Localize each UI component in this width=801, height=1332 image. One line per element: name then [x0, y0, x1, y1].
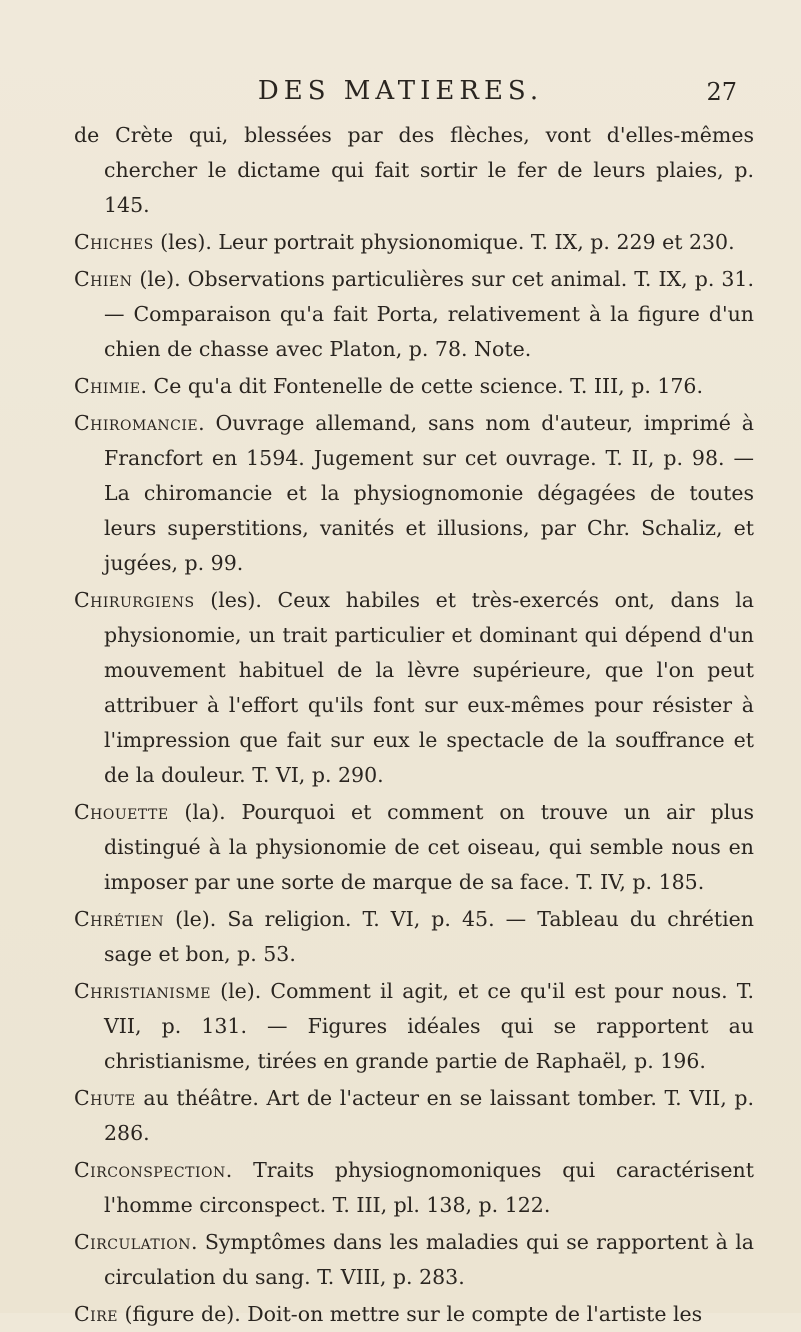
page-number: 27 [706, 78, 737, 106]
entry-headword: Chouette [74, 800, 169, 824]
index-entry [74, 583, 754, 793]
index-entries [74, 118, 754, 1332]
entry-headword: Chrétien [74, 907, 164, 931]
index-entry [74, 406, 754, 581]
entry-text: (figure de). Doit-on mettre sur le compte de l'artiste les [117, 1302, 703, 1326]
index-entry [74, 795, 754, 900]
index-entry [74, 1225, 754, 1295]
entry-text: (le). Sa religion. T. VI, p. 45. — Tableau du chrétien sage et bon, p. 53. [104, 907, 754, 966]
entry-headword: Chirurgiens [74, 588, 195, 612]
entry-text: (le). Observations particulières sur cet animal. T. IX, p. 31. — Comparaison qu'a fait Porta, relativement à la figure d'un chien de chasse avec Platon, p. 78. Note. [104, 267, 754, 361]
entry-text: . Ce qu'a dit Fontenelle de cette science. T. III, p. 176. [140, 374, 703, 398]
entry-text: . Symptômes dans les maladies qui se rapportent à la circulation du sang. T. VIII, p. 283. [104, 1230, 754, 1289]
index-entry [74, 902, 754, 972]
entry-text: (les). Leur portrait physionomique. T. IX, p. 229 et 230. [153, 230, 735, 254]
index-entry [74, 1153, 754, 1223]
entry-headword: Chien [74, 267, 133, 291]
index-entry [74, 225, 754, 260]
entry-headword: Cire [74, 1302, 118, 1326]
entry-headword: Chiches [74, 230, 154, 254]
entry-headword: Circonspection [74, 1158, 226, 1182]
entry-text: . Traits physiognomoniques qui caractérisent l'homme circonspect. T. III, pl. 138, p. 122. [104, 1158, 754, 1217]
entry-headword: Chute [74, 1086, 136, 1110]
index-entry [74, 1081, 754, 1151]
entry-text: . Ouvrage allemand, sans nom d'auteur, imprimé à Francfort en 1594. Jugement sur cet ouvrage. T. II, p. 98. — La chiromancie et la physiognomonie dégagées de toutes leurs superstitions, vanités et illusions, par Chr. Schaliz, et jugées, p. 99. [104, 411, 754, 575]
index-entry [74, 118, 754, 223]
index-entry [74, 369, 754, 404]
entry-text: (la). Pourquoi et comment on trouve un air plus distingué à la physionomie de cet oiseau, qui semble nous en imposer par une sorte de marque de sa face. T. IV, p. 185. [104, 800, 754, 894]
entry-headword: Chimie [74, 374, 141, 398]
running-title: DES MATIERES. [257, 76, 544, 106]
entry-text: au théâtre. Art de l'acteur en se laissant tomber. T. VII, p. 286. [104, 1086, 754, 1145]
entry-text: (les). Ceux habiles et très-exercés ont, dans la physionomie, un trait particulier et dominant qui dépend d'un mouvement habituel de la lèvre supérieure, que l'on peut attribuer à l'effort qu'ils font sur eux-mêmes pour résister à l'impression que fait sur eux le spectacle de la souffrance et de la douleur. T. VI, p. 290. [104, 588, 754, 787]
entry-headword: Chiromancie [74, 411, 199, 435]
entry-headword: Christianisme [74, 979, 211, 1003]
index-entry [74, 974, 754, 1079]
entry-text: de Crète qui, blessées par des flèches, vont d'elles-mêmes chercher le dictame qui fait sortir le fer de leurs plaies, p. 145. [74, 123, 754, 217]
entry-text: (le). Comment il agit, et ce qu'il est pour nous. T. VII, p. 131. — Figures idéales qui se rapportent au christianisme, tirées en grande partie de Raphaël, p. 196. [104, 979, 754, 1073]
page-header [0, 76, 801, 110]
index-entry [74, 262, 754, 367]
index-entry [74, 1297, 754, 1332]
entry-headword: Circulation [74, 1230, 192, 1254]
